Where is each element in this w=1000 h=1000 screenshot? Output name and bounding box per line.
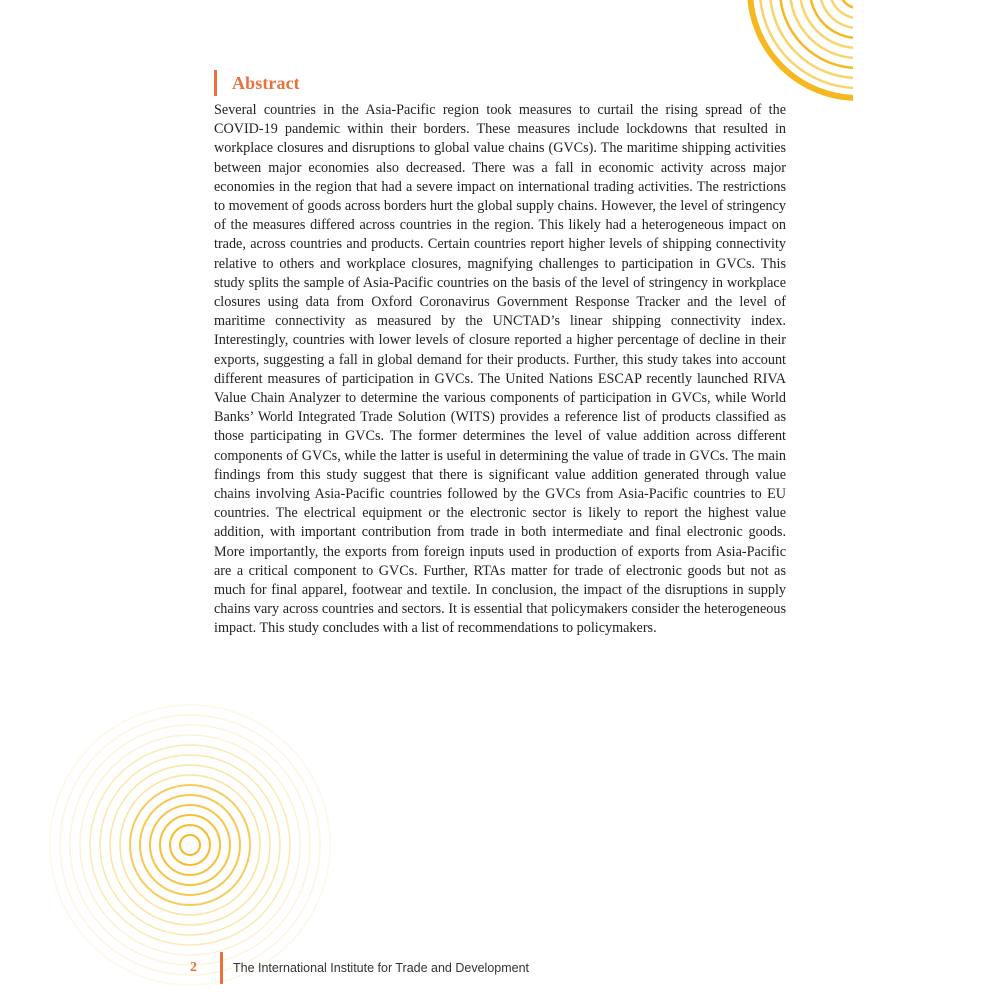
ring-circle <box>60 715 320 975</box>
top-right-ring-ornament <box>750 0 966 98</box>
ring-arc <box>750 0 966 98</box>
page-number: 2 <box>190 960 197 975</box>
ring-arc <box>810 0 906 38</box>
heading-accent-bar <box>214 70 217 96</box>
abstract-paragraph: Several countries in the Asia-Pacific region took measures to curtail the rising spread of the COVID-19 pandemic within their borders. These measures include lockdowns that resulted in workplace closures and disruptions to global value chains (GVCs). The maritime shipping activities between major economies also decreased. There was a fall in economic activity across major economies in the region that had a severe impact on international trading activities. The restrictions to movement of goods across borders hurt the global supply chains. However, the level of stringency of the measures differed across countries in the region. This likely had a heterogeneous impact on trade, across countries and products. Certain countries report higher levels of shipping connectivity relative to others and workplace closures, magnifying challenges to participation in GVCs. This study splits the sample of Asia-Pacific countries on the basis of the level of stringency in workplace closures using data from Oxford Coronavirus Government Response Tracker and the level of maritime connectivity as measured by the UNCTAD’s linear shipping connectivity index. Interestingly, countries with lower levels of closure reported a higher percentage of decline in their exports, suggesting a fall in global demand for their products. Further, this study takes into account different measures of participation in GVCs. The United Nations ESCAP recently launched RIVA Value Chain Analyzer to determine the various components of participation in GVCs, while World Banks’ World Integrated Trade Solution (WITS) provides a reference list of products classified as those participating in GVCs. The former determines the level of value addition across different components of GVCs, while the latter is useful in determining the value of trade in GVCs. The main findings from this study suggest that there is significant value addition generated through value chains involving Asia-Pacific countries followed by the GVCs from Asia-Pacific countries to EU countries. The electrical equipment or the electronic sector is likely to report the highest value addition, with important contribution from trade in both intermediate and final electronic goods. More importantly, the exports from foreign inputs used in production of exports from Asia-Pacific are a critical component to GVCs. Further, RTAs matter for trade of electronic goods but not as much for final apparel, footwear and textile. In conclusion, the impact of the disruptions in supply chains vary across countries and sectors. It is essential that policymakers consider the heterogeneous impact. This study concludes with a list of recommendations to policymakers. <box>214 102 786 637</box>
footer-publisher: The International Institute for Trade and Development <box>233 961 530 975</box>
ring-arc <box>800 0 916 48</box>
ring-circle <box>170 825 210 865</box>
ring-circle <box>180 835 200 855</box>
ring-arc <box>780 0 936 68</box>
ring-circle <box>50 705 330 985</box>
ring-circle <box>140 795 240 895</box>
page-footer <box>190 952 529 984</box>
ring-circle <box>120 775 260 915</box>
ring-circle <box>70 725 310 965</box>
ring-arc <box>790 0 926 58</box>
ring-circle <box>90 745 290 945</box>
section-heading-block <box>214 70 300 96</box>
ring-arc <box>760 0 956 88</box>
ring-circle <box>100 755 280 935</box>
ring-circle <box>160 815 220 875</box>
ring-circle <box>80 735 300 955</box>
bottom-left-ring-ornament <box>50 705 330 985</box>
ring-arc <box>820 0 896 28</box>
footer-accent-bar <box>220 952 223 984</box>
ring-circle <box>150 805 230 885</box>
ring-circle <box>110 765 270 925</box>
ring-arc <box>830 0 886 18</box>
ring-arc <box>770 0 946 78</box>
section-heading: Abstract <box>232 72 300 93</box>
ring-arc <box>840 0 876 8</box>
ring-circle <box>130 785 250 905</box>
